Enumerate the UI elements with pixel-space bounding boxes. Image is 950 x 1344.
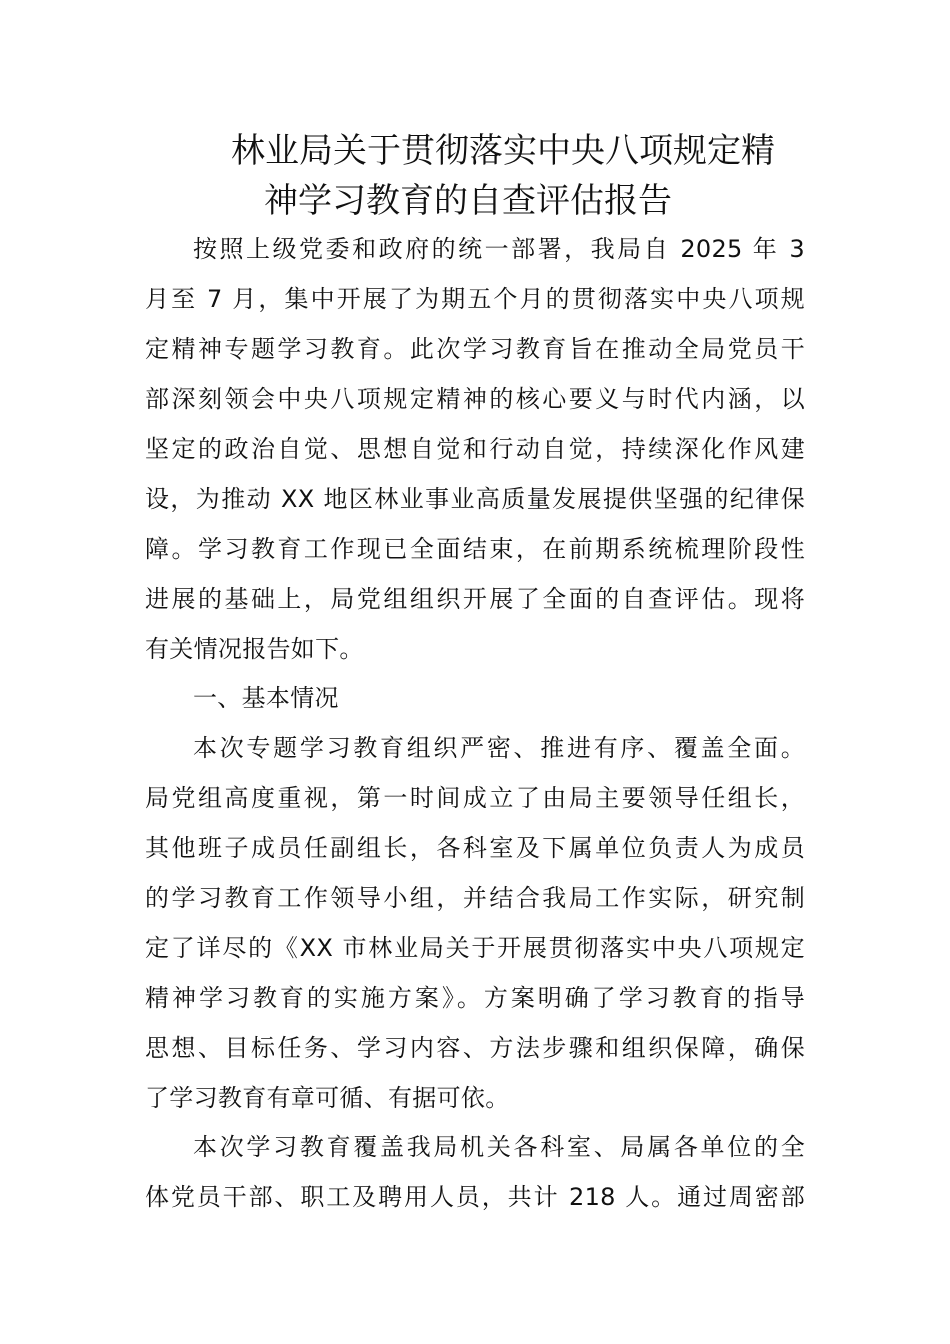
body-text-line: 进展的基础上，局党组组织开展了全面的自查评估。现将 bbox=[145, 585, 805, 613]
body-text-line: 本次专题学习教育组织严密、推进有序、覆盖全面。 bbox=[193, 734, 805, 762]
body-text-line: 体党员干部、职工及聘用人员，共计 218 人。通过周密部 bbox=[145, 1183, 805, 1211]
body-text-line: 其他班子成员任副组长，各科室及下属单位负责人为成员 bbox=[145, 834, 805, 862]
body-text-line: 按照上级党委和政府的统一部署，我局自 2025 年 3 bbox=[193, 235, 805, 263]
body-text-line: 精神学习教育的实施方案》。方案明确了学习教育的指导 bbox=[145, 984, 805, 1012]
body-text-line: 障。学习教育工作现已全面结束，在前期系统梳理阶段性 bbox=[145, 535, 805, 563]
body-text-line: 的学习教育工作领导小组，并结合我局工作实际，研究制 bbox=[145, 884, 805, 912]
body-text-line: 局党组高度重视，第一时间成立了由局主要领导任组长， bbox=[145, 784, 805, 812]
body-text-line: 月至 7 月，集中开展了为期五个月的贯彻落实中央八项规 bbox=[145, 285, 805, 313]
body-text-line: 设，为推动 XX 地区林业事业高质量发展提供坚强的纪律保 bbox=[145, 485, 805, 513]
body-text-line: 有关情况报告如下。 bbox=[145, 635, 364, 663]
body-text-line: 本次学习教育覆盖我局机关各科室、局属各单位的全 bbox=[193, 1133, 805, 1161]
body-text-line: 部深刻领会中央八项规定精神的核心要义与时代内涵，以 bbox=[145, 385, 805, 413]
body-text-line: 思想、目标任务、学习内容、方法步骤和组织保障，确保 bbox=[145, 1034, 805, 1062]
section-heading: 一、基本情况 bbox=[193, 684, 339, 712]
body-text-line: 坚定的政治自觉、思想自觉和行动自觉，持续深化作风建 bbox=[145, 435, 805, 463]
body-text-line: 了学习教育有章可循、有据可依。 bbox=[145, 1084, 510, 1112]
report-title-line-1: 林业局关于贯彻落实中央八项规定精 bbox=[231, 131, 775, 171]
body-text-line: 定精神专题学习教育。此次学习教育旨在推动全局党员干 bbox=[145, 335, 805, 363]
report-title-line-2: 神学习教育的自查评估报告 bbox=[264, 181, 672, 221]
body-text-line: 定了详尽的《XX 市林业局关于开展贯彻落实中央八项规定 bbox=[145, 934, 805, 962]
